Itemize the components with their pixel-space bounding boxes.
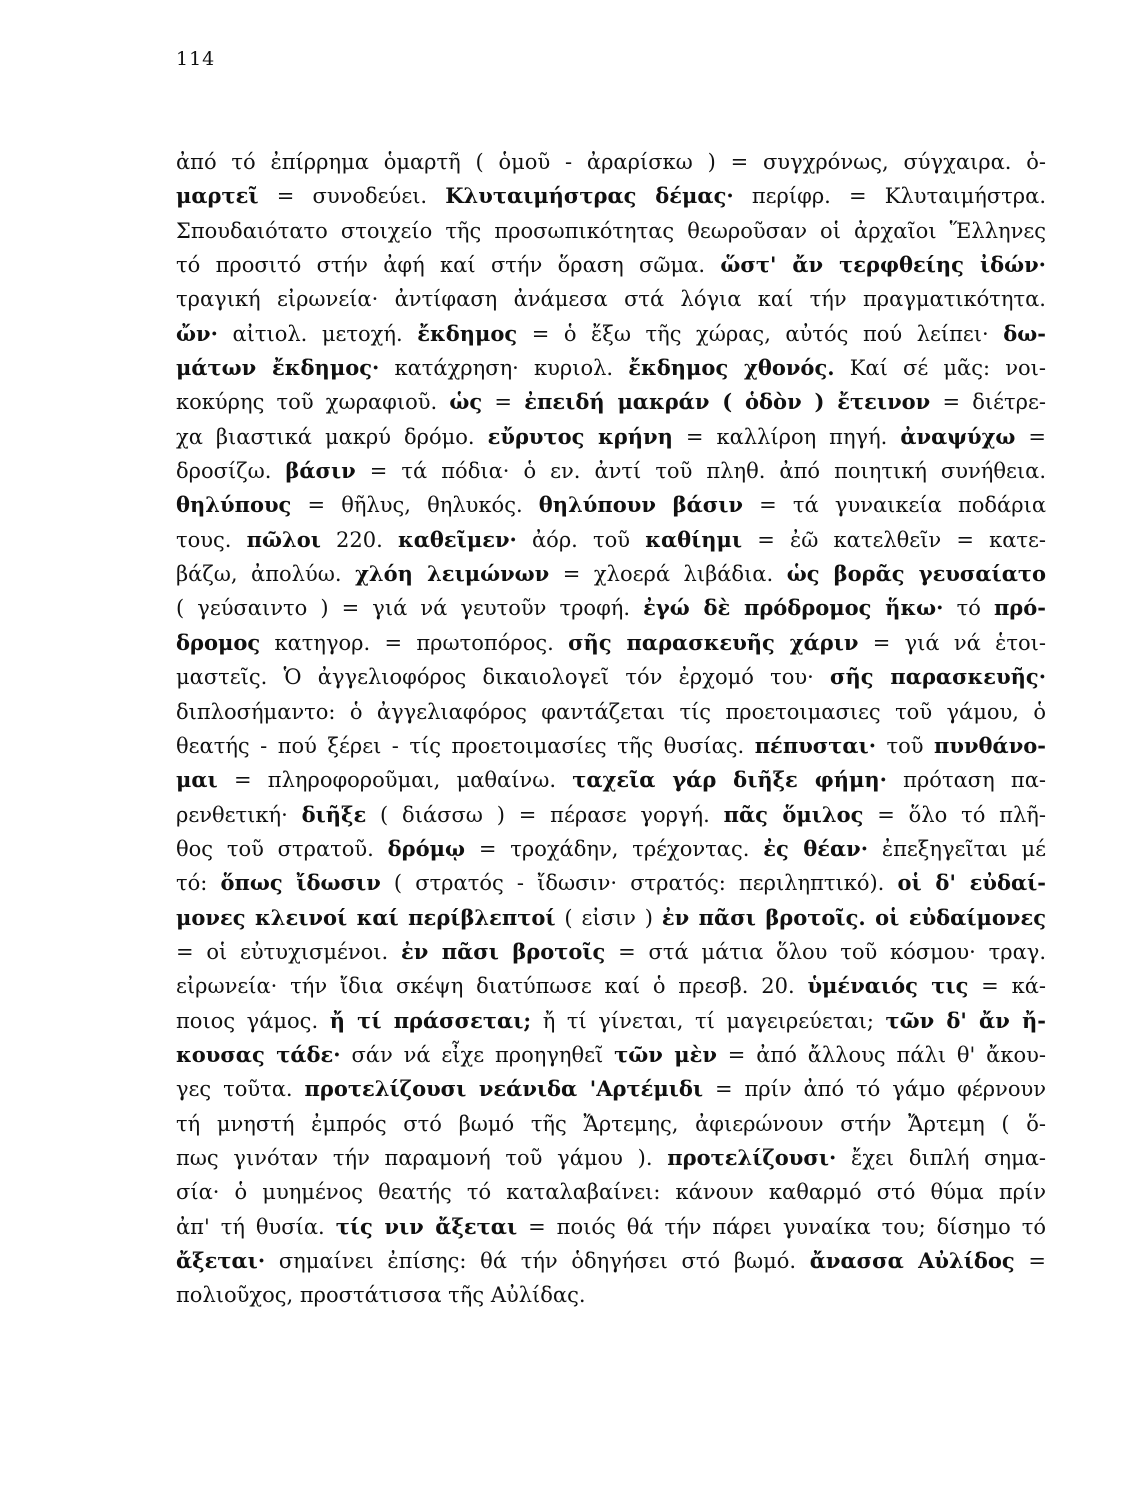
lemma-term: χλόη λειμώνων [355,561,550,587]
text-line [176,935,1046,969]
lemma-term: ἄξεται· [176,1248,266,1273]
lemma-term: καθίημι [645,526,743,552]
gloss-text: ρενθετική· [176,802,302,827]
lemma-term: ἐπειδή μακράν ( ὁδὸν ) ἔτεινον [524,389,931,415]
gloss-text: σημαίνει ἐπίσης: θά τήν ὁδηγήσει στό βωμό. [265,1249,810,1273]
gloss-text: ἀπ' τή θυσία. [176,1214,336,1239]
gloss-text: = [1015,424,1046,449]
gloss-text: ἤ τί γίνεται, τί μαγειρεύεται; [531,1008,886,1033]
gloss-text: Σπουδαιότατο στοιχείο τῆς προσωπικότητας θεωροῦσαν οἱ ἀρχαῖοι Ἕλληνες [176,218,1046,243]
gloss-text: ἀόρ. τοῦ [516,527,646,552]
text-line [176,557,1046,591]
lemma-term: προτελίζουσι νεάνιδα 'Αρτέμιδι [304,1076,704,1102]
text-line [176,351,1046,385]
gloss-text: δροσίζω. [176,459,286,484]
lemma-term: τῶν μὲν [614,1041,717,1067]
text-line [176,1107,1046,1141]
text-line [176,695,1046,729]
gloss-text: = [482,390,525,415]
text-line [176,660,1046,694]
gloss-text: = οἱ εὐτυχισμένοι. [176,939,401,964]
gloss-text: τό: [176,871,221,896]
lemma-term: θηλύπουν βάσιν [538,492,744,518]
text-line [176,179,1046,213]
gloss-text: = τά πόδια· ὁ εν. ἀντί τοῦ πληθ. ἀπό ποιητική συνήθεια. [355,459,1046,484]
gloss-text: = χλοερά λιβάδια. [549,562,787,587]
text-line [176,729,1046,763]
text-line [176,1244,1046,1278]
gloss-text: χα βιαστικά μακρύ δρόμο. [176,424,488,449]
gloss-text: τό προσιτό στήν ἀφή καί στήν ὅραση σῶμα. [176,253,721,278]
gloss-text: κατηγορ. = πρωτοπόρος. [260,630,569,655]
gloss-text: μαστεῖς. Ὁ ἀγγελιοφόρος δικαιολογεῖ τόν ἐρχομό του· [176,665,831,690]
gloss-text: τους. [176,527,247,552]
gloss-text: = πληροφοροῦμαι, μαθαίνω. [217,768,573,793]
lemma-term: πᾶς ὅμιλος [723,801,864,827]
gloss-text: ἐπεξηγεῖται μέ [868,836,1046,861]
gloss-text: διπλοσήμαντο: ὁ ἀγγελιαφόρος φαντάζεται τίς προετοιμασιες τοῦ γάμου, ὁ [176,699,1046,724]
lemma-term: ἐν πᾶσι βροτοῖς. οἱ εὐδαίμονες [661,904,1046,930]
lemma-term: ἔκδημος χθονός. [628,355,835,381]
lemma-term: τῶν δ' ἄν ἤ- [885,1007,1046,1033]
gloss-text: αἰτιολ. μετοχή. [217,321,418,346]
text-line [176,145,1046,179]
text-line [176,626,1046,660]
lemma-term: εὔρυτος κρήνη [487,423,673,449]
lemma-term: δω- [1003,320,1046,346]
text-line [176,798,1046,832]
lemma-term: ὡς βορᾶς γευσαίατο [786,561,1047,587]
lemma-term: ἐν πᾶσι βροτοῖς [400,938,606,964]
lemma-term: ἐς θέαν· [763,835,869,861]
gloss-text: = τροχάδην, τρέχοντας. [465,836,764,861]
lemma-term: ἔκδημος [417,320,518,346]
page-number: 114 [176,48,216,70]
lemma-term: Κλυταιμήστρας δέμας· [445,183,734,209]
lemma-term: οἱ δ' εὐδαί- [897,870,1047,896]
text-line [176,1038,1046,1072]
gloss-text: ( εἰσιν ) [555,905,662,930]
gloss-text: βάζω, ἀπολύω. [176,562,356,587]
lemma-term: δρόμῳ [387,835,466,861]
text-line [176,488,1046,522]
lemma-term: μαι [176,767,218,793]
text-line [176,454,1046,488]
text-line [176,901,1046,935]
gloss-text: θος τοῦ στρατοῦ. [176,836,388,861]
gloss-text: γες τοῦτα. [176,1077,305,1102]
gloss-text: τοῦ [876,733,935,758]
lemma-term: μάτων ἔκδημος· [176,355,380,381]
gloss-text: = ποιός θά τήν πάρει γυναίκα του; δίσημο τό [517,1214,1046,1239]
lemma-term: πέπυσται· [754,732,877,758]
gloss-text: ἀπό τό ἐπίρρημα ὁμαρτῆ ( ὁμοῦ - ἀραρίσκω ) = συγχρόνως, σύγχαιρα. ὁ- [176,150,1046,174]
lemma-term: διῆξε [301,801,367,827]
text-line [176,1141,1046,1175]
text-line [176,1072,1046,1106]
gloss-text: = κά- [968,974,1046,999]
lemma-term: σῆς παρασκευῆς χάριν [568,629,859,655]
lemma-term: δρομος [176,629,261,655]
text-line [176,317,1046,351]
gloss-text: = ὅλο τό πλῆ- [863,802,1046,827]
gloss-text: = τά γυναικεία ποδάρια [743,493,1046,518]
gloss-text: ( διάσσω ) = πέρασε γοργή. [366,802,724,827]
gloss-text: = καλλίροη πηγή. [672,424,901,449]
lemma-term: προτελίζουσι· [667,1144,837,1170]
gloss-text: ἔχει διπλή σημα- [836,1145,1046,1170]
lemma-term: μαρτεῖ [176,183,259,209]
lemma-term: πυνθάνο- [934,732,1046,758]
lemma-term: ὥστ' ἄν τερφθείης ἰδών· [720,252,1046,278]
text-line [176,969,1046,1003]
text-line [176,866,1046,900]
gloss-text: σάν νά εἶχε προηγηθεῖ [340,1042,615,1067]
gloss-text: κατάχρηση· κυριολ. [379,356,629,381]
lemma-term: μονες κλεινοί καί περίβλεπτοί [176,904,556,930]
gloss-text: ποιος γάμος. [176,1008,330,1033]
gloss-text: κοκύρης τοῦ χωραφιοῦ. [176,390,450,415]
lemma-term: κουσας τάδε· [176,1041,341,1067]
gloss-text: πρόταση πα- [886,768,1046,793]
lemma-term: τίς νιν ἄξεται [335,1213,518,1239]
lemma-term: σῆς παρασκευῆς· [830,664,1047,690]
gloss-text: σία· ὁ μυημένος θεατής τό καταλαβαίνει: κάνουν καθαρμό στό θύμα πρίν [176,1180,1046,1205]
text-line [176,591,1046,625]
lemma-term: ἐγώ δὲ πρόδρομος ἥκω· [643,595,944,621]
text-line [176,248,1046,282]
gloss-text: πολιοῦχος, προστάτισσα τῆς Αὐλίδας. [176,1283,586,1308]
gloss-text: 220. [320,527,398,552]
gloss-text: Καί σέ μᾶς: νοι- [834,356,1046,381]
text-line [176,1278,1046,1312]
lemma-term: θηλύπους [176,492,292,518]
lemma-term: πῶλοι [246,526,321,552]
lemma-term: ταχεῖα γάρ διῆξε φήμη· [572,767,887,793]
text-line [176,1004,1046,1038]
gloss-text: τό [943,596,994,621]
gloss-text: ( γεύσαιντο ) = γιά νά γευτοῦν τροφή. [176,596,644,621]
gloss-text: = [1014,1249,1046,1273]
gloss-text: τή μνηστή ἐμπρός στό βωμό τῆς Ἄρτεμης, ἀφιερώνουν στήν Ἄρτεμη ( ὅ- [176,1111,1046,1136]
gloss-text: θεατής - πού ξέρει - τίς προετοιμασίες τῆς θυσίας. [176,733,755,758]
lemma-term: ἀναψύχω [900,423,1016,449]
commentary-text [176,145,1046,1313]
gloss-text: = συνοδεύει. [258,184,446,209]
gloss-text: ( στρατός - ἴδωσιν· στρατός: περιληπτικό). [380,871,898,896]
gloss-text: πως γινόταν τήν παραμονή τοῦ γάμου ). [176,1145,668,1170]
text-line [176,420,1046,454]
text-line [176,1210,1046,1244]
lemma-term: ὑμέναιός τις [807,973,969,999]
lemma-term: ἤ τί πράσσεται; [329,1007,532,1033]
gloss-text: = ὁ ἔξω τῆς χώρας, αὐτός πού λείπει· [517,321,1004,346]
gloss-text: = στά μάτια ὅλου τοῦ κόσμου· τραγ. [605,939,1046,964]
text-line [176,523,1046,557]
lemma-term: βάσιν [285,458,356,484]
lemma-term: καθεῖμεν· [397,526,517,552]
lemma-term: ὤν· [176,320,218,346]
gloss-text: = γιά νά ἑτοι- [858,630,1047,655]
lemma-term: ἄνασσα Αὐλίδος [809,1248,1015,1273]
gloss-text: = ἀπό ἄλλους πάλι θ' ἄκου- [716,1042,1046,1067]
text-line [176,282,1046,316]
lemma-term: πρό- [993,595,1046,621]
gloss-text: = πρίν ἀπό τό γάμο φέρνουν [703,1077,1046,1102]
gloss-text: = ἐῶ κατελθεῖν = κατε- [742,527,1047,552]
text-line [176,385,1046,419]
text-line [176,763,1046,797]
gloss-text: τραγική εἰρωνεία· ἀντίφαση ἀνάμεσα στά λόγια καί τήν πραγματικότητα. [176,287,1046,312]
lemma-term: ὡς [449,389,483,415]
lemma-term: ὅπως ἴδωσιν [220,870,381,896]
text-line [176,832,1046,866]
gloss-text: εἰρωνεία· τήν ἴδια σκέψη διατύπωσε καί ὁ πρεσβ. 20. [176,974,808,999]
text-line [176,214,1046,248]
gloss-text: περίφρ. = Κλυταιμήστρα. [733,184,1046,209]
gloss-text: = διέτρε- [930,390,1046,415]
gloss-text: = θῆλυς, θηλυκός. [291,493,539,518]
text-line [176,1175,1046,1209]
